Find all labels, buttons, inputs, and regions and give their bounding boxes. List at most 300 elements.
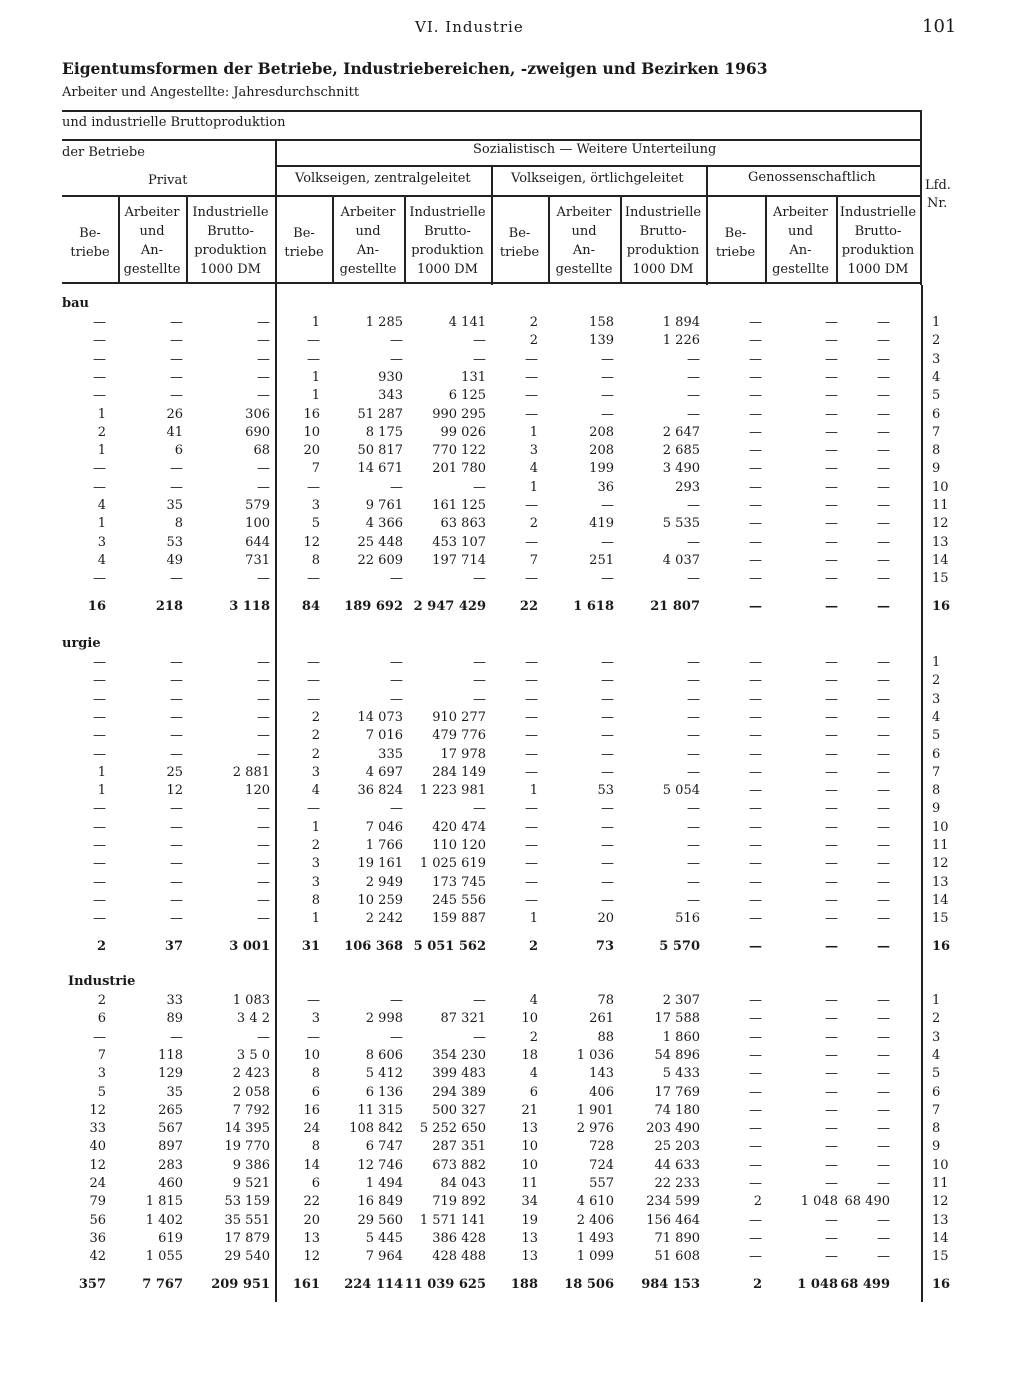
- cell-gen-betriebe: —: [749, 333, 762, 349]
- cell-vo-arbeiter: —: [601, 388, 614, 404]
- cell-gen-arbeiter: 1 048: [800, 1194, 838, 1210]
- header-title-cont: und industrielle Bruttoproduktion: [62, 115, 286, 130]
- cell-vz-betriebe: —: [307, 479, 320, 495]
- cell-lfd-nr: 7: [932, 1102, 941, 1118]
- table-row: [0, 425, 1024, 443]
- cell-produktion: —: [257, 388, 270, 404]
- cell-betriebe: —: [93, 571, 106, 587]
- cell-arbeiter: —: [170, 746, 183, 762]
- cell-gen-arbeiter: —: [825, 911, 838, 927]
- cell-vz-arbeiter: 51 287: [357, 406, 403, 422]
- cell-arbeiter: 1 815: [145, 1194, 183, 1210]
- cell-lfd-nr: 4: [932, 1047, 941, 1063]
- col-header-line: und: [355, 224, 381, 239]
- table-row: [0, 1066, 1024, 1084]
- cell-betriebe: 2: [96, 938, 106, 954]
- cell-vo-betriebe: 7: [529, 552, 538, 568]
- table-row: [0, 1231, 1024, 1249]
- table-row: [0, 765, 1024, 783]
- cell-vo-betriebe: —: [525, 534, 538, 550]
- cell-gen-betriebe: —: [749, 673, 762, 689]
- cell-produktion: 731: [245, 552, 270, 568]
- cell-gen-produktion: —: [877, 461, 890, 477]
- cell-gen-produktion: —: [877, 1011, 890, 1027]
- cell-gen-betriebe: —: [749, 655, 762, 670]
- cell-vz-betriebe: 16: [303, 406, 320, 422]
- cell-produktion: —: [257, 874, 270, 890]
- cell-gen-produktion: —: [877, 874, 890, 890]
- cell-vz-betriebe: 31: [301, 938, 320, 954]
- cell-gen-betriebe: —: [749, 938, 762, 954]
- cell-vo-produktion: 17 769: [654, 1084, 700, 1100]
- cell-vo-arbeiter: 18 506: [564, 1276, 614, 1292]
- cell-gen-produktion: —: [877, 1066, 890, 1082]
- cell-gen-arbeiter: —: [825, 728, 838, 744]
- cell-vz-betriebe: 13: [303, 1230, 320, 1246]
- cell-vz-betriebe: 1: [311, 369, 320, 385]
- table-row: [0, 993, 1024, 1011]
- cell-arbeiter: —: [170, 911, 183, 927]
- cell-lfd-nr: 6: [932, 746, 941, 762]
- cell-vz-arbeiter: 335: [378, 746, 403, 762]
- header-col-separator: [332, 195, 334, 283]
- table-row: [0, 1030, 1024, 1048]
- cell-produktion: 19 770: [224, 1139, 270, 1155]
- cell-arbeiter: —: [170, 673, 183, 689]
- cell-vo-betriebe: 11: [521, 1176, 538, 1191]
- cell-vz-arbeiter: 29 560: [357, 1212, 403, 1228]
- cell-vz-produktion: 1 223 981: [419, 783, 486, 799]
- cell-produktion: 2 423: [232, 1066, 270, 1082]
- section-label: urgie: [62, 636, 101, 651]
- cell-gen-produktion: —: [877, 552, 890, 568]
- cell-gen-betriebe: —: [749, 783, 762, 799]
- cell-produktion: 17 879: [224, 1230, 270, 1246]
- cell-gen-produktion: —: [877, 838, 890, 853]
- cell-arbeiter: 26: [166, 406, 183, 422]
- table-row: [0, 1085, 1024, 1103]
- cell-gen-betriebe: —: [749, 1029, 762, 1045]
- col-header-line: gestellte: [772, 262, 829, 277]
- cell-vo-produktion: 984 153: [641, 1276, 700, 1292]
- header-rule-top: [62, 110, 920, 112]
- col-header-arbeiter: [765, 203, 836, 279]
- cell-vz-arbeiter: 22 609: [357, 552, 403, 568]
- cell-vo-produktion: 5 570: [659, 938, 700, 954]
- cell-vo-produktion: —: [687, 709, 700, 725]
- cell-vz-produktion: 1 571 141: [419, 1212, 486, 1228]
- cell-arbeiter: —: [170, 351, 183, 367]
- cell-gen-arbeiter: 1 048: [797, 1276, 838, 1292]
- cell-vo-arbeiter: 4 610: [576, 1194, 614, 1210]
- table-row: [0, 1176, 1024, 1194]
- cell-vz-arbeiter: 1 766: [365, 838, 403, 853]
- cell-gen-betriebe: —: [749, 534, 762, 550]
- cell-betriebe: 12: [89, 1102, 106, 1118]
- cell-gen-arbeiter: —: [825, 1121, 838, 1137]
- cell-vo-produktion: 74 180: [654, 1102, 700, 1118]
- cell-gen-produktion: —: [877, 1212, 890, 1228]
- cell-betriebe: 5: [97, 1084, 106, 1100]
- cell-vo-produktion: —: [687, 746, 700, 762]
- cell-gen-arbeiter: —: [825, 856, 838, 872]
- cell-gen-betriebe: —: [749, 1047, 762, 1063]
- cell-gen-betriebe: —: [749, 598, 762, 614]
- cell-betriebe: 6: [97, 1011, 106, 1027]
- cell-produktion: 9 521: [232, 1176, 270, 1191]
- cell-lfd-nr: 13: [932, 1212, 949, 1228]
- cell-vz-arbeiter: —: [390, 571, 403, 587]
- cell-arbeiter: —: [170, 801, 183, 817]
- cell-produktion: 3 001: [229, 938, 270, 954]
- cell-vo-arbeiter: 88: [597, 1029, 614, 1045]
- cell-vz-produktion: 173 745: [432, 874, 486, 890]
- cell-produktion: 209 951: [211, 1276, 270, 1292]
- cell-vo-produktion: —: [687, 764, 700, 780]
- cell-produktion: 3 118: [229, 598, 270, 614]
- cell-produktion: 29 540: [224, 1249, 270, 1265]
- cell-vz-arbeiter: 14 073: [357, 709, 403, 725]
- cell-vz-arbeiter: 36 824: [357, 783, 403, 799]
- cell-gen-produktion: —: [877, 655, 890, 670]
- cell-gen-betriebe: —: [749, 443, 762, 459]
- cell-gen-arbeiter: —: [825, 388, 838, 404]
- cell-vz-betriebe: 3: [311, 856, 320, 872]
- cell-gen-betriebe: —: [749, 516, 762, 532]
- total-row: [0, 599, 1024, 617]
- col-header-produktion: [404, 203, 491, 279]
- cell-vo-arbeiter: 1 618: [573, 598, 614, 614]
- cell-gen-arbeiter: —: [825, 333, 838, 349]
- cell-lfd-nr: 1: [932, 655, 941, 670]
- cell-gen-produktion: —: [877, 1157, 890, 1173]
- cell-produktion: —: [257, 479, 270, 495]
- table-row: [0, 856, 1024, 874]
- cell-arbeiter: 7 767: [142, 1276, 183, 1292]
- cell-gen-produktion: —: [877, 516, 890, 532]
- cell-vo-betriebe: —: [525, 746, 538, 762]
- cell-arbeiter: 1 055: [145, 1249, 183, 1265]
- cell-vz-arbeiter: 5 412: [365, 1066, 403, 1082]
- table-row: [0, 498, 1024, 516]
- cell-betriebe: —: [93, 838, 106, 853]
- table-row: [0, 461, 1024, 479]
- cell-vz-produktion: —: [473, 655, 486, 670]
- cell-vo-produktion: —: [687, 801, 700, 817]
- cell-vz-betriebe: 161: [292, 1276, 320, 1292]
- cell-betriebe: —: [93, 892, 106, 908]
- table-row: [0, 710, 1024, 728]
- cell-vz-arbeiter: 6 747: [365, 1139, 403, 1155]
- cell-vz-betriebe: —: [307, 691, 320, 707]
- cell-produktion: —: [257, 461, 270, 477]
- col-header-line: Be-: [508, 226, 531, 241]
- cell-lfd-nr: 8: [932, 783, 941, 799]
- cell-gen-produktion: —: [877, 424, 890, 440]
- cell-betriebe: —: [93, 673, 106, 689]
- cell-produktion: —: [257, 892, 270, 908]
- cell-produktion: 579: [245, 498, 270, 513]
- cell-vo-arbeiter: —: [601, 655, 614, 670]
- cell-vo-produktion: 1 894: [662, 315, 700, 330]
- cell-lfd-nr: 5: [932, 728, 941, 744]
- cell-vz-produktion: —: [473, 1029, 486, 1045]
- cell-vo-produktion: —: [687, 571, 700, 587]
- cell-vo-betriebe: —: [525, 764, 538, 780]
- cell-produktion: 644: [245, 534, 270, 550]
- cell-vz-produktion: 354 230: [432, 1047, 486, 1063]
- cell-gen-betriebe: 2: [752, 1276, 762, 1292]
- cell-gen-produktion: —: [877, 1230, 890, 1246]
- cell-gen-betriebe: —: [749, 874, 762, 890]
- cell-gen-arbeiter: —: [825, 534, 838, 550]
- cell-gen-produktion: —: [877, 911, 890, 927]
- cell-vo-betriebe: 1: [529, 424, 538, 440]
- cell-arbeiter: 35: [166, 498, 183, 513]
- cell-vo-arbeiter: —: [601, 673, 614, 689]
- cell-betriebe: —: [93, 874, 106, 890]
- cell-betriebe: 1: [97, 516, 106, 532]
- cell-vz-arbeiter: 4 366: [365, 516, 403, 532]
- cell-vo-produktion: 156 464: [646, 1212, 700, 1228]
- cell-vz-produktion: 161 125: [432, 498, 486, 513]
- cell-gen-arbeiter: —: [825, 406, 838, 422]
- table-row: [0, 352, 1024, 370]
- cell-produktion: 53 159: [224, 1194, 270, 1210]
- cell-gen-arbeiter: —: [825, 598, 838, 614]
- col-header-arbeiter: [118, 203, 186, 279]
- cell-gen-betriebe: —: [749, 709, 762, 725]
- cell-vo-produktion: 5 054: [662, 783, 700, 799]
- cell-vz-betriebe: 6: [311, 1176, 320, 1191]
- header-col-separator: [765, 195, 767, 283]
- cell-gen-betriebe: —: [749, 1249, 762, 1265]
- cell-vo-arbeiter: —: [601, 498, 614, 513]
- cell-produktion: 306: [245, 406, 270, 422]
- cell-vz-betriebe: 1: [311, 911, 320, 927]
- cell-produktion: 2 881: [232, 764, 270, 780]
- cell-betriebe: 4: [97, 498, 106, 513]
- cell-produktion: 9 386: [232, 1157, 270, 1173]
- cell-betriebe: —: [93, 315, 106, 330]
- cell-gen-produktion: —: [877, 764, 890, 780]
- cell-vz-produktion: 5 252 650: [419, 1121, 486, 1137]
- cell-gen-arbeiter: —: [825, 1029, 838, 1045]
- table-row: [0, 728, 1024, 746]
- total-row: [0, 939, 1024, 957]
- cell-vz-arbeiter: 7 046: [365, 819, 403, 835]
- table-row: [0, 893, 1024, 911]
- cell-gen-arbeiter: —: [825, 993, 838, 1008]
- cell-betriebe: 79: [89, 1194, 106, 1210]
- cell-betriebe: —: [93, 801, 106, 817]
- table-row: [0, 820, 1024, 838]
- cell-betriebe: —: [93, 819, 106, 835]
- col-header-produktion: [620, 203, 706, 279]
- cell-arbeiter: —: [170, 333, 183, 349]
- section-title: VI. Industrie: [415, 18, 524, 36]
- cell-vo-betriebe: 1: [529, 479, 538, 495]
- cell-vo-arbeiter: 139: [589, 333, 614, 349]
- cell-vo-arbeiter: 158: [589, 315, 614, 330]
- header-col-separator: [620, 195, 622, 283]
- cell-vo-betriebe: 1: [529, 911, 538, 927]
- cell-vz-betriebe: 1: [311, 315, 320, 330]
- cell-vo-betriebe: —: [525, 369, 538, 385]
- table-row: [0, 516, 1024, 534]
- col-header-line: An-: [356, 243, 380, 258]
- col-header-line: und: [139, 224, 165, 239]
- cell-vz-arbeiter: —: [390, 801, 403, 817]
- cell-arbeiter: 118: [158, 1047, 183, 1063]
- cell-vo-betriebe: 13: [521, 1249, 538, 1265]
- cell-gen-arbeiter: —: [825, 1102, 838, 1118]
- header-sozialistisch: Sozialistisch — Weitere Unterteilung: [473, 142, 717, 157]
- cell-gen-produktion: —: [877, 856, 890, 872]
- cell-vo-arbeiter: —: [601, 691, 614, 707]
- cell-vz-arbeiter: —: [390, 351, 403, 367]
- cell-betriebe: 56: [89, 1212, 106, 1228]
- cell-betriebe: 3: [97, 1066, 106, 1082]
- cell-vz-produktion: 11 039 625: [404, 1276, 486, 1292]
- cell-vz-produktion: 453 107: [432, 534, 486, 550]
- cell-vo-betriebe: —: [525, 498, 538, 513]
- cell-vo-betriebe: 188: [510, 1276, 538, 1292]
- cell-gen-produktion: —: [877, 351, 890, 367]
- cell-betriebe: 1: [97, 783, 106, 799]
- cell-vo-betriebe: 18: [521, 1047, 538, 1063]
- cell-gen-betriebe: —: [749, 691, 762, 707]
- col-header-line: gestellte: [339, 262, 397, 277]
- cell-gen-arbeiter: —: [825, 691, 838, 707]
- cell-arbeiter: —: [170, 856, 183, 872]
- cell-gen-arbeiter: —: [825, 552, 838, 568]
- cell-vo-produktion: 2 307: [662, 993, 700, 1008]
- cell-gen-produktion: —: [877, 443, 890, 459]
- cell-vo-arbeiter: 261: [589, 1011, 614, 1027]
- cell-gen-betriebe: —: [749, 479, 762, 495]
- cell-arbeiter: 567: [158, 1121, 183, 1137]
- cell-vz-arbeiter: 10 259: [357, 892, 403, 908]
- cell-gen-betriebe: —: [749, 1121, 762, 1137]
- cell-gen-produktion: —: [877, 1029, 890, 1045]
- cell-betriebe: —: [93, 479, 106, 495]
- cell-vo-produktion: —: [687, 838, 700, 853]
- cell-vo-betriebe: —: [525, 801, 538, 817]
- cell-produktion: —: [257, 673, 270, 689]
- cell-arbeiter: —: [170, 461, 183, 477]
- cell-vo-betriebe: —: [525, 351, 538, 367]
- col-header-line: triebe: [70, 245, 110, 260]
- table-row: [0, 692, 1024, 710]
- cell-lfd-nr: 9: [932, 461, 941, 477]
- cell-vz-produktion: 245 556: [432, 892, 486, 908]
- cell-produktion: 690: [245, 424, 270, 440]
- cell-vo-produktion: 516: [675, 911, 700, 927]
- cell-vo-betriebe: 10: [521, 1157, 538, 1173]
- cell-produktion: 35 551: [224, 1212, 270, 1228]
- cell-gen-produktion: —: [877, 571, 890, 587]
- cell-arbeiter: —: [170, 369, 183, 385]
- cell-lfd-nr: 15: [932, 571, 949, 587]
- table-row: [0, 1158, 1024, 1176]
- cell-vz-produktion: 386 428: [432, 1230, 486, 1246]
- cell-lfd-nr: 12: [932, 516, 949, 532]
- cell-vo-arbeiter: 78: [597, 993, 614, 1008]
- cell-gen-betriebe: —: [749, 1176, 762, 1191]
- table-row: [0, 388, 1024, 406]
- cell-gen-produktion: —: [877, 746, 890, 762]
- cell-gen-arbeiter: —: [825, 655, 838, 670]
- cell-vz-produktion: 201 780: [432, 461, 486, 477]
- cell-vo-produktion: 3 490: [662, 461, 700, 477]
- cell-gen-arbeiter: —: [825, 1139, 838, 1155]
- cell-vz-betriebe: —: [307, 333, 320, 349]
- cell-vz-arbeiter: 108 842: [349, 1121, 403, 1137]
- cell-vz-betriebe: 24: [303, 1121, 320, 1137]
- cell-gen-betriebe: —: [749, 856, 762, 872]
- col-header-line: Arbeiter: [556, 205, 612, 220]
- cell-vo-arbeiter: 36: [597, 479, 614, 495]
- cell-vz-produktion: 87 321: [440, 1011, 486, 1027]
- cell-gen-produktion: —: [877, 819, 890, 835]
- cell-betriebe: 4: [97, 552, 106, 568]
- cell-arbeiter: 1 402: [145, 1212, 183, 1228]
- cell-vo-betriebe: 13: [521, 1230, 538, 1246]
- cell-arbeiter: 41: [166, 424, 183, 440]
- cell-vo-betriebe: 6: [529, 1084, 538, 1100]
- cell-gen-betriebe: —: [749, 498, 762, 513]
- cell-vo-betriebe: 21: [521, 1102, 538, 1118]
- table-title: Eigentumsformen der Betriebe, Industriebereichen, -zweigen und Bezirken 1963: [62, 59, 768, 78]
- cell-gen-produktion: —: [877, 892, 890, 908]
- cell-produktion: —: [257, 571, 270, 587]
- cell-gen-produktion: —: [877, 315, 890, 330]
- cell-vo-produktion: 25 203: [654, 1139, 700, 1155]
- cell-gen-produktion: —: [877, 691, 890, 707]
- cell-lfd-nr: 12: [932, 856, 949, 872]
- cell-vz-arbeiter: 106 368: [344, 938, 403, 954]
- cell-betriebe: 7: [97, 1047, 106, 1063]
- cell-lfd-nr: 13: [932, 874, 949, 890]
- cell-gen-arbeiter: —: [825, 443, 838, 459]
- table-row: [0, 535, 1024, 553]
- cell-betriebe: 2: [97, 424, 106, 440]
- cell-gen-betriebe: —: [749, 388, 762, 404]
- cell-produktion: 120: [245, 783, 270, 799]
- cell-vo-arbeiter: —: [601, 764, 614, 780]
- cell-lfd-nr: 10: [932, 479, 949, 495]
- cell-lfd-nr: 8: [932, 1121, 941, 1137]
- cell-gen-produktion: —: [877, 993, 890, 1008]
- cell-vo-betriebe: 2: [529, 516, 538, 532]
- cell-produktion: —: [257, 691, 270, 707]
- cell-vz-arbeiter: —: [390, 673, 403, 689]
- cell-vo-arbeiter: —: [601, 369, 614, 385]
- cell-gen-produktion: —: [877, 598, 890, 614]
- cell-betriebe: —: [93, 911, 106, 927]
- cell-vo-arbeiter: —: [601, 728, 614, 744]
- cell-vz-arbeiter: 224 114: [344, 1276, 403, 1292]
- cell-gen-betriebe: —: [749, 801, 762, 817]
- cell-vo-betriebe: —: [525, 728, 538, 744]
- cell-gen-betriebe: 2: [753, 1194, 762, 1210]
- header-volkseigen-zentral: Volkseigen, zentralgeleitet: [295, 171, 471, 186]
- header-col-separator: [836, 195, 838, 283]
- cell-gen-betriebe: —: [749, 819, 762, 835]
- table-row: [0, 1213, 1024, 1231]
- cell-arbeiter: —: [170, 655, 183, 670]
